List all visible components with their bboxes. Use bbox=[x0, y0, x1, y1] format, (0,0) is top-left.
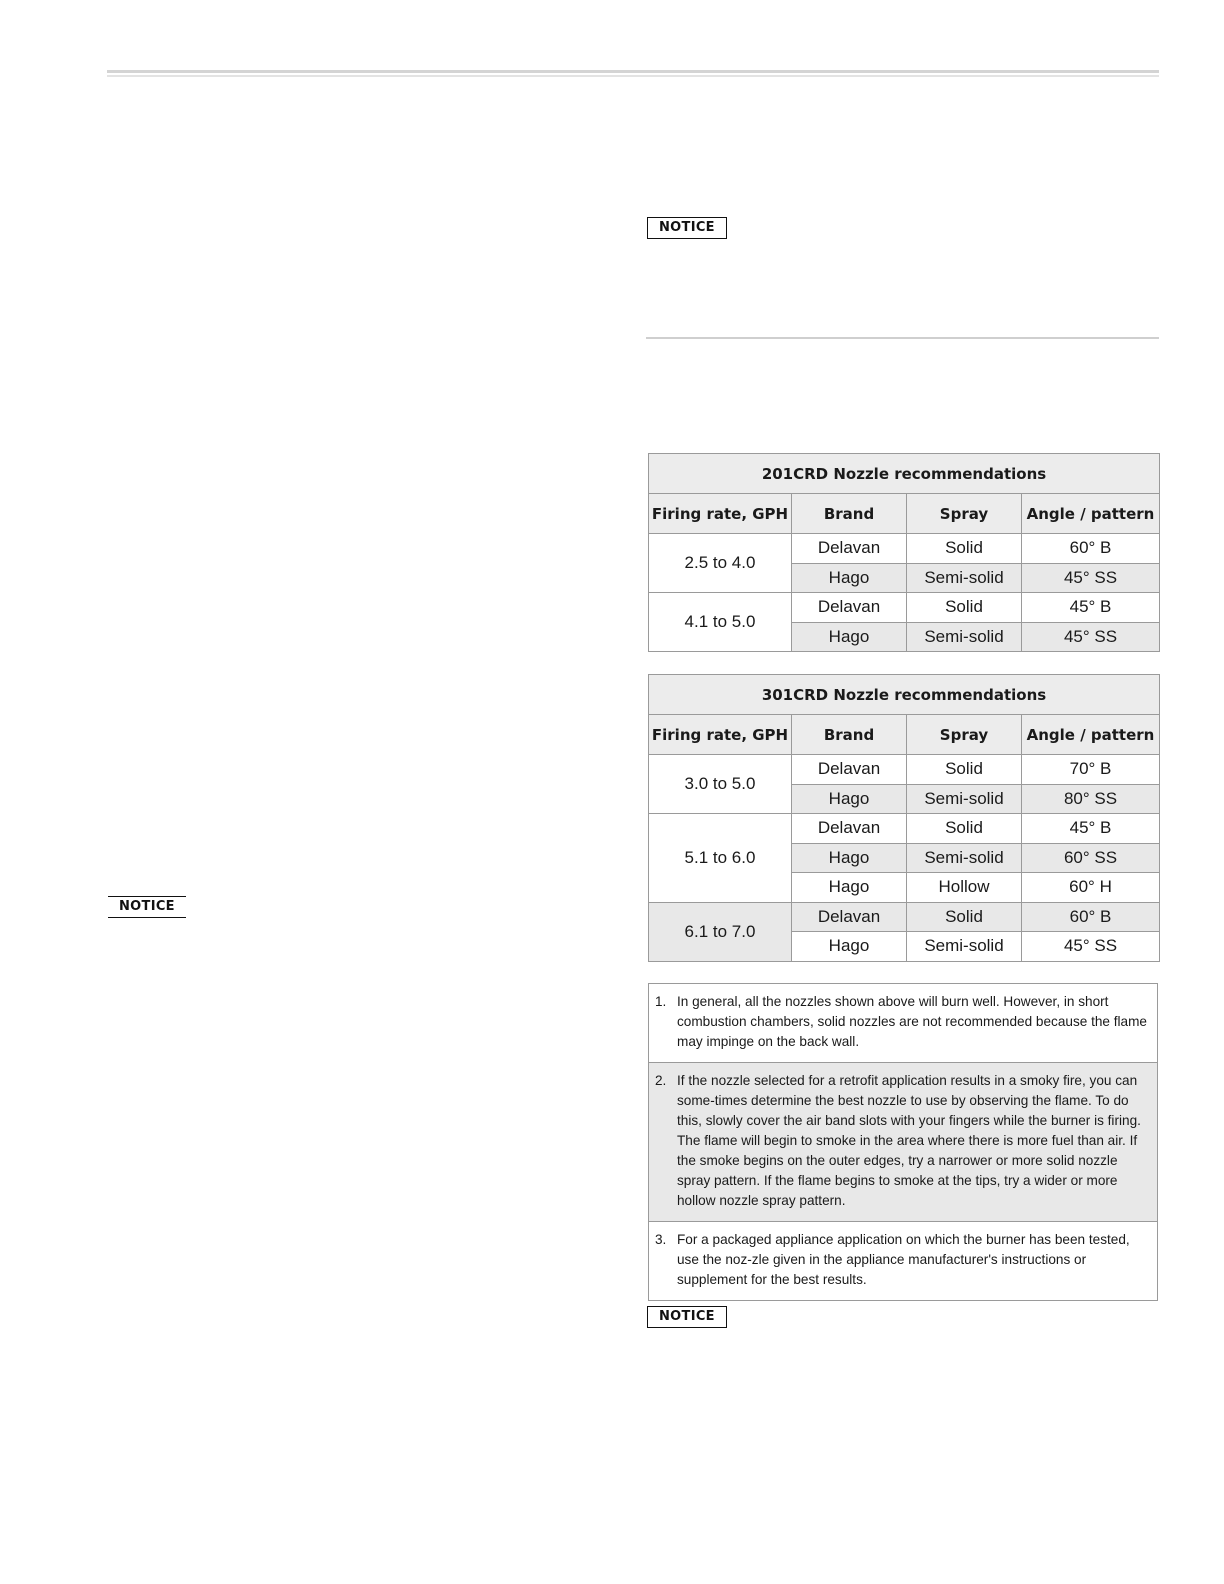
firing-rate-cell: 5.1 to 6.0 bbox=[649, 814, 792, 903]
firing-rate-cell: 6.1 to 7.0 bbox=[649, 902, 792, 961]
brand-cell: Delavan bbox=[792, 814, 907, 844]
note-item bbox=[649, 984, 1157, 1062]
nozzle-table-201crd bbox=[648, 453, 1160, 652]
notice-label-bottom: NOTICE bbox=[647, 1306, 727, 1328]
nozzle-notes bbox=[648, 983, 1158, 1301]
angle-cell: 60° B bbox=[1022, 534, 1160, 564]
spray-cell: Solid bbox=[907, 593, 1022, 623]
column-header: Spray bbox=[907, 494, 1022, 534]
brand-cell: Delavan bbox=[792, 534, 907, 564]
brand-cell: Delavan bbox=[792, 593, 907, 623]
spray-cell: Solid bbox=[907, 534, 1022, 564]
spray-cell: Semi-solid bbox=[907, 563, 1022, 593]
note-number: 1. bbox=[655, 994, 667, 1009]
header-rule bbox=[107, 70, 1159, 73]
angle-cell: 60° SS bbox=[1022, 843, 1160, 873]
brand-cell: Hago bbox=[792, 563, 907, 593]
note-text: If the nozzle selected for a retrofit application results in a smoky fire, you can some-times determine the best nozzle to use by observing the flame. To do this, slowly cover the air band slots with your fingers while the burner is firing. The flame will begin to smoke in the area where there is more fuel than air. If the smoke begins on the outer edges, try a narrower or more solid nozzle spray pattern. If the flame begins to smoke at the tips, try a wider or more hollow nozzle spray pattern. bbox=[677, 1073, 1141, 1208]
notice-label-top: NOTICE bbox=[647, 217, 727, 239]
angle-cell: 80° SS bbox=[1022, 784, 1160, 814]
note-number: 3. bbox=[655, 1232, 667, 1247]
firing-rate-cell: 4.1 to 5.0 bbox=[649, 593, 792, 652]
angle-cell: 45° SS bbox=[1022, 622, 1160, 652]
angle-cell: 70° B bbox=[1022, 755, 1160, 785]
table-title: 201CRD Nozzle recommendations bbox=[649, 454, 1160, 494]
angle-cell: 60° H bbox=[1022, 873, 1160, 903]
brand-cell: Hago bbox=[792, 843, 907, 873]
table-row bbox=[649, 814, 1160, 844]
spray-cell: Semi-solid bbox=[907, 843, 1022, 873]
spray-cell: Semi-solid bbox=[907, 784, 1022, 814]
angle-cell: 60° B bbox=[1022, 902, 1160, 932]
spray-cell: Semi-solid bbox=[907, 932, 1022, 962]
firing-rate-cell: 2.5 to 4.0 bbox=[649, 534, 792, 593]
column-header: Angle / pattern bbox=[1022, 494, 1160, 534]
table-row bbox=[649, 755, 1160, 785]
column-header: Brand bbox=[792, 715, 907, 755]
column-header: Firing rate, GPH bbox=[649, 715, 792, 755]
brand-cell: Delavan bbox=[792, 902, 907, 932]
brand-cell: Hago bbox=[792, 622, 907, 652]
note-text: For a packaged appliance application on which the burner has been tested, use the noz-zle given in the appliance manufacturer's instructions or supplement for the best results. bbox=[677, 1232, 1130, 1287]
spray-cell: Solid bbox=[907, 814, 1022, 844]
spray-cell: Hollow bbox=[907, 873, 1022, 903]
brand-cell: Hago bbox=[792, 873, 907, 903]
note-item bbox=[649, 1062, 1157, 1221]
table-title: 301CRD Nozzle recommendations bbox=[649, 675, 1160, 715]
angle-cell: 45° SS bbox=[1022, 563, 1160, 593]
angle-cell: 45° SS bbox=[1022, 932, 1160, 962]
nozzle-table-301crd bbox=[648, 674, 1160, 962]
column-header: Brand bbox=[792, 494, 907, 534]
column-header: Spray bbox=[907, 715, 1022, 755]
firing-rate-cell: 3.0 to 5.0 bbox=[649, 755, 792, 814]
table-row bbox=[649, 534, 1160, 564]
angle-cell: 45° B bbox=[1022, 593, 1160, 623]
spray-cell: Semi-solid bbox=[907, 622, 1022, 652]
angle-cell: 45° B bbox=[1022, 814, 1160, 844]
column-header: Angle / pattern bbox=[1022, 715, 1160, 755]
notice-label-left: NOTICE bbox=[108, 896, 186, 918]
note-number: 2. bbox=[655, 1073, 667, 1088]
column-header: Firing rate, GPH bbox=[649, 494, 792, 534]
brand-cell: Hago bbox=[792, 784, 907, 814]
table-row bbox=[649, 902, 1160, 932]
spray-cell: Solid bbox=[907, 902, 1022, 932]
header-rule-secondary bbox=[107, 75, 1159, 77]
spray-cell: Solid bbox=[907, 755, 1022, 785]
note-item bbox=[649, 1221, 1157, 1300]
note-text: In general, all the nozzles shown above will burn well. However, in short combustion chambers, solid nozzles are not recommended because the flame may impinge on the back wall. bbox=[677, 994, 1147, 1049]
brand-cell: Delavan bbox=[792, 755, 907, 785]
table-row bbox=[649, 593, 1160, 623]
section-divider bbox=[646, 337, 1159, 339]
brand-cell: Hago bbox=[792, 932, 907, 962]
